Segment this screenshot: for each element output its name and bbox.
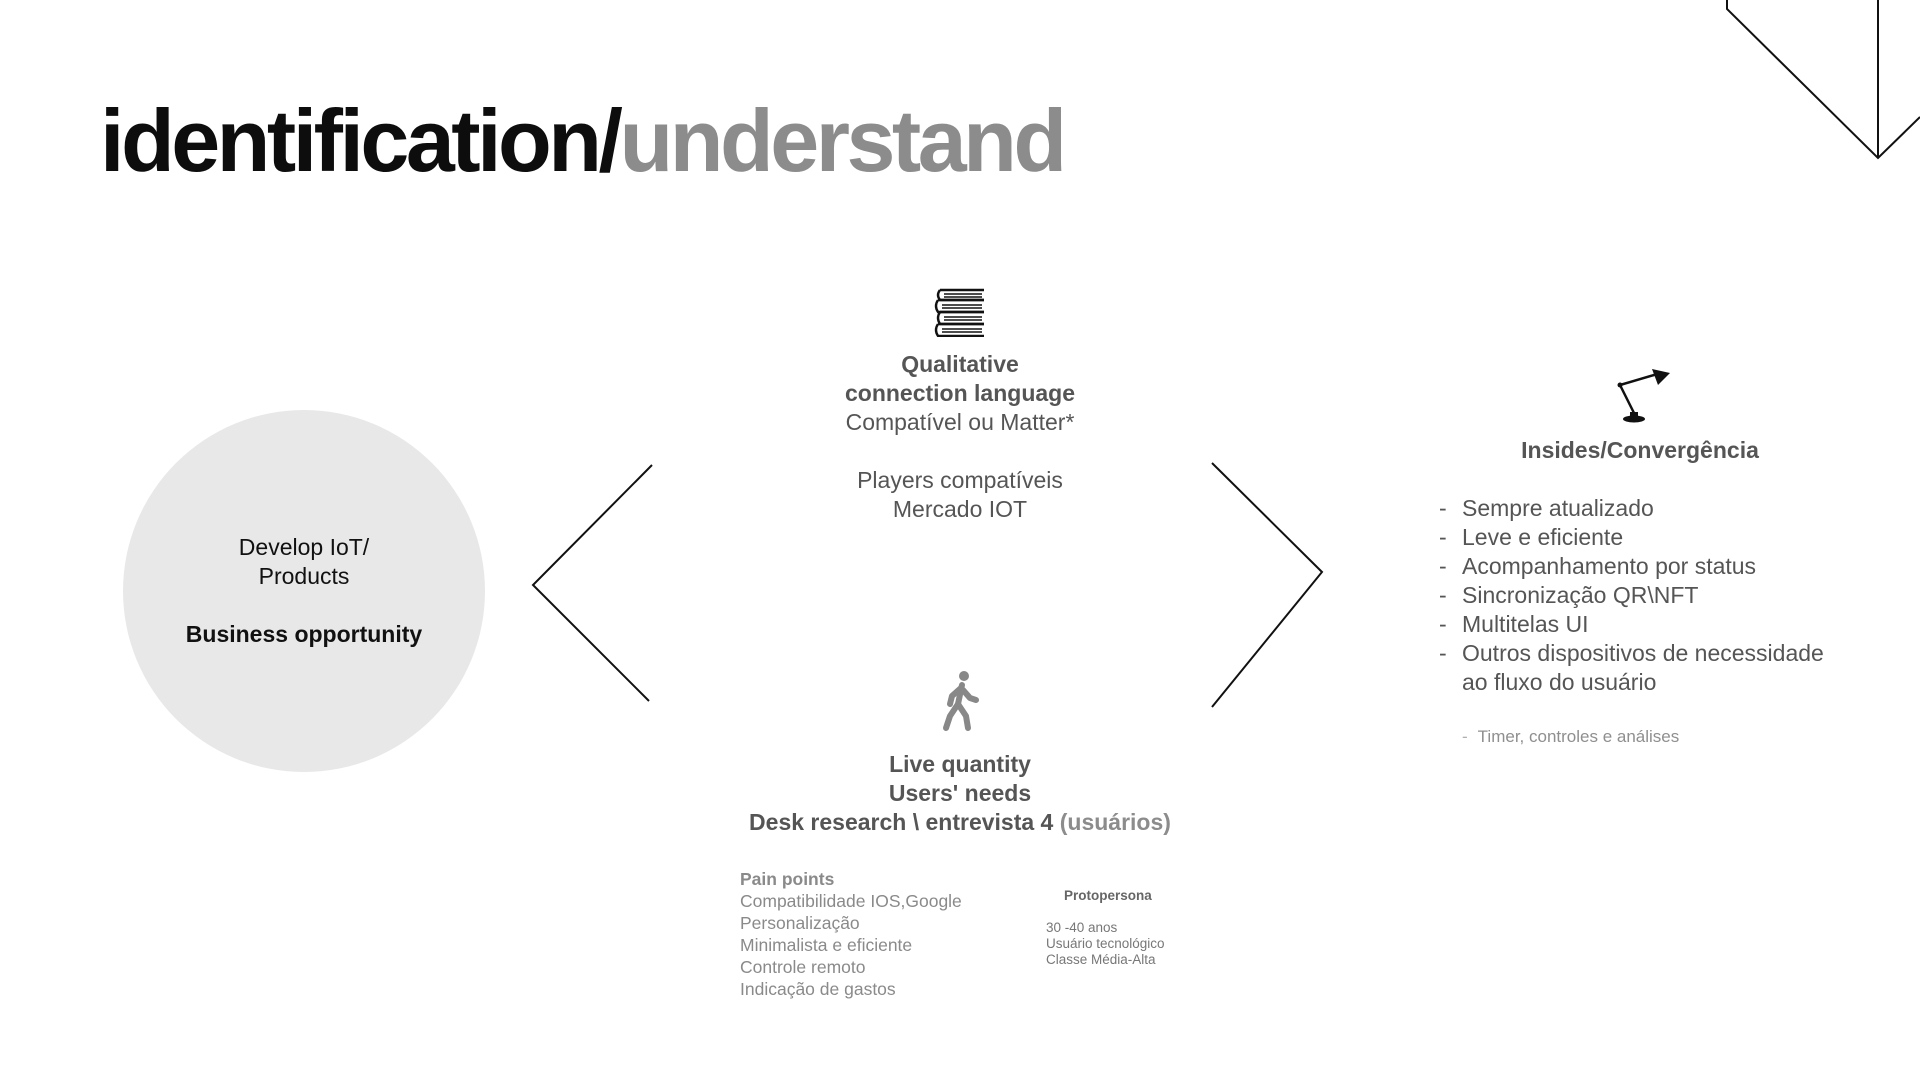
pain-point-item: Minimalista e eficiente bbox=[740, 935, 913, 955]
title-light-part: understand bbox=[619, 91, 1064, 190]
insides-sub-item-text: Timer, controles e análises bbox=[1477, 727, 1680, 746]
circle-line-2: Products bbox=[258, 563, 350, 589]
list-item: - Leve e eficiente bbox=[1437, 523, 1824, 552]
live-heading-3 bbox=[690, 808, 1230, 837]
corner-arrow-line bbox=[1727, 0, 1920, 158]
circle-emphasis: Business opportunity bbox=[185, 621, 423, 647]
protopersona-heading: Protopersona bbox=[1064, 888, 1152, 903]
circle-line-1: Develop IoT/ bbox=[238, 534, 370, 560]
insides-sub-item: - Timer, controles e análises bbox=[1462, 727, 1680, 746]
list-item-continuation: ao fluxo do usuário bbox=[1462, 669, 1657, 695]
pain-point-item: Controle remoto bbox=[740, 957, 866, 977]
live-quantity-block bbox=[690, 750, 1230, 837]
qualitative-heading-2: connection language bbox=[844, 380, 1076, 406]
protopersona bbox=[1046, 888, 1165, 968]
pain-points bbox=[740, 868, 962, 1000]
live-heading-3-main: Desk research \ entrevista 4 bbox=[749, 809, 1060, 835]
protopersona-item: Classe Média-Alta bbox=[1046, 952, 1156, 967]
list-item: - Acompanhamento por status bbox=[1437, 552, 1824, 581]
pain-point-item: Indicação de gastos bbox=[740, 979, 896, 999]
list-item: - Sincronização QR\NFT bbox=[1437, 581, 1824, 610]
live-heading-3-muted: (usuários) bbox=[1059, 809, 1171, 835]
qualitative-line-2: Players compatíveis bbox=[857, 467, 1063, 493]
insides-heading: Insides/Convergência bbox=[1521, 437, 1759, 463]
list-item: - Outros dispositivos de necessidade bbox=[1437, 639, 1824, 668]
qualitative-heading-1: Qualitative bbox=[901, 351, 1019, 377]
pain-points-heading: Pain points bbox=[740, 869, 835, 889]
pain-point-item: Compatibilidade IOS,Google bbox=[740, 891, 962, 911]
protopersona-item: Usuário tecnológico bbox=[1046, 936, 1165, 951]
insides-list bbox=[1437, 494, 1824, 697]
list-item: - Multitelas UI bbox=[1437, 610, 1824, 639]
live-heading-2: Users' needs bbox=[888, 780, 1032, 806]
page-title bbox=[100, 88, 1064, 194]
business-circle bbox=[123, 410, 485, 772]
left-chevron-line bbox=[533, 465, 652, 701]
pain-point-item: Personalização bbox=[740, 913, 860, 933]
qualitative-line-3: Mercado IOT bbox=[892, 496, 1028, 522]
qualitative-line-1: Compatível ou Matter* bbox=[845, 409, 1075, 435]
right-chevron-line bbox=[1212, 463, 1322, 707]
protopersona-item: 30 -40 anos bbox=[1046, 920, 1118, 935]
walking-person-icon bbox=[938, 670, 982, 732]
desk-lamp-icon bbox=[1608, 363, 1676, 423]
live-heading-1: Live quantity bbox=[889, 751, 1031, 777]
qualitative-block bbox=[760, 350, 1160, 524]
list-item: - Sempre atualizado bbox=[1437, 494, 1824, 523]
title-dark-part: identification/ bbox=[100, 91, 620, 190]
books-icon bbox=[934, 287, 988, 337]
